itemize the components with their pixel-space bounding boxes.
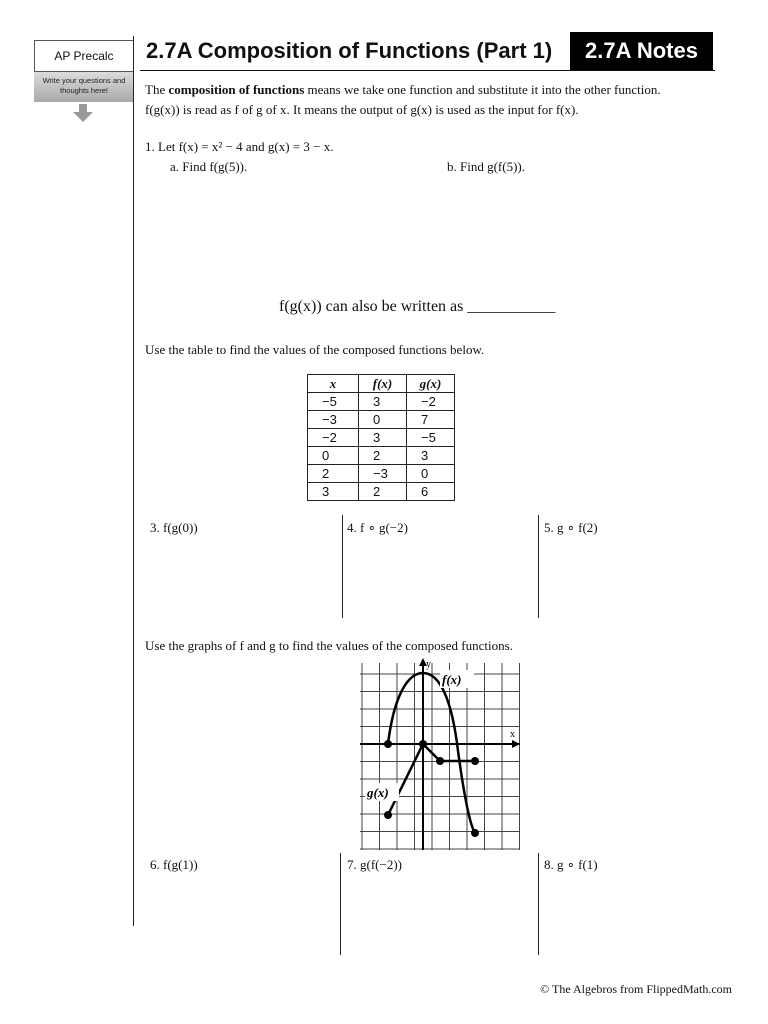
problem-1a: a. Find f(g(5)). [170,159,248,174]
table-header-row [308,375,455,393]
question-3: 3. f(g(0)) [150,520,198,535]
table-cell: 3 [407,447,455,465]
x-axis-arrow-icon [512,740,520,748]
question-6: 6. f(g(1)) [150,857,198,872]
col-header-x: x [308,375,359,393]
table-cell: 2 [359,483,407,501]
notes-tab: Write your questions and thoughts here! [34,72,134,102]
table-instruction: Use the table to find the values of the composed functions below. [145,342,485,357]
table-row [308,447,455,465]
margin-divider [133,36,134,926]
table-cell: 2 [359,447,407,465]
table-cell: 3 [359,429,407,447]
col-header-gx: g(x) [407,375,455,393]
question-4: 4. f ∘ g(−2) [347,520,408,535]
problem-1b: b. Find g(f(5)). [447,159,525,174]
table-cell: 0 [407,465,455,483]
table-cell: −5 [407,429,455,447]
table-row [308,411,455,429]
f-point [471,829,479,837]
intro-text-rest: means we take one function and substitute it into the other function. [304,82,661,97]
intro-term: composition of functions [168,82,305,97]
value-table [307,374,455,501]
course-label: AP Precalc [34,40,134,72]
table-row [308,429,455,447]
table-cell: 3 [308,483,359,501]
table-cell: −2 [308,429,359,447]
table-cell: 0 [308,447,359,465]
table-row [308,483,455,501]
answer-divider [342,515,343,618]
composition-graph [360,655,520,850]
x-axis-label: x [510,729,515,740]
notes-badge: 2.7A Notes [570,32,713,70]
table-row [308,393,455,411]
col-header-fx: f(x) [359,375,407,393]
table-cell: 7 [407,411,455,429]
notation-prompt: f(g(x)) can also be written as ___________ [279,298,556,315]
table-row [308,465,455,483]
table-cell: −2 [407,393,455,411]
g-point [384,811,392,819]
g-label: g(x) [367,785,389,800]
f-point [384,740,392,748]
question-7: 7. g(f(−2)) [347,857,402,872]
question-5: 5. g ∘ f(2) [544,520,598,535]
table-cell: −3 [359,465,407,483]
g-point [436,757,444,765]
page-title: 2.7A Composition of Functions (Part 1) [146,38,553,63]
answer-divider [538,515,539,618]
g-point [419,740,427,748]
answer-divider [538,853,539,955]
g-point [471,757,479,765]
graph-instruction: Use the graphs of f and g to find the values of the composed functions. [145,638,513,653]
problem-1-stem: 1. Let f(x) = x² − 4 and g(x) = 3 − x. [145,139,334,154]
table-cell: 2 [308,465,359,483]
intro-line-2: f(g(x)) is read as f of g of x. It means the output of g(x) is used as the input for f(x). [145,102,579,117]
answer-divider [340,853,341,955]
table-cell: −5 [308,393,359,411]
footer-copyright: © The Algebros from FlippedMath.com [540,982,732,996]
table-cell: 0 [359,411,407,429]
y-axis-label: y [426,659,431,670]
table-cell: −3 [308,411,359,429]
question-8: 8. g ∘ f(1) [544,857,598,872]
intro-line-1 [145,80,661,100]
down-arrow-icon [73,104,93,122]
intro-text: The [145,82,169,97]
table-cell: 3 [359,393,407,411]
table-cell: 6 [407,483,455,501]
f-label: f(x) [442,672,462,687]
header-rule [140,70,715,71]
